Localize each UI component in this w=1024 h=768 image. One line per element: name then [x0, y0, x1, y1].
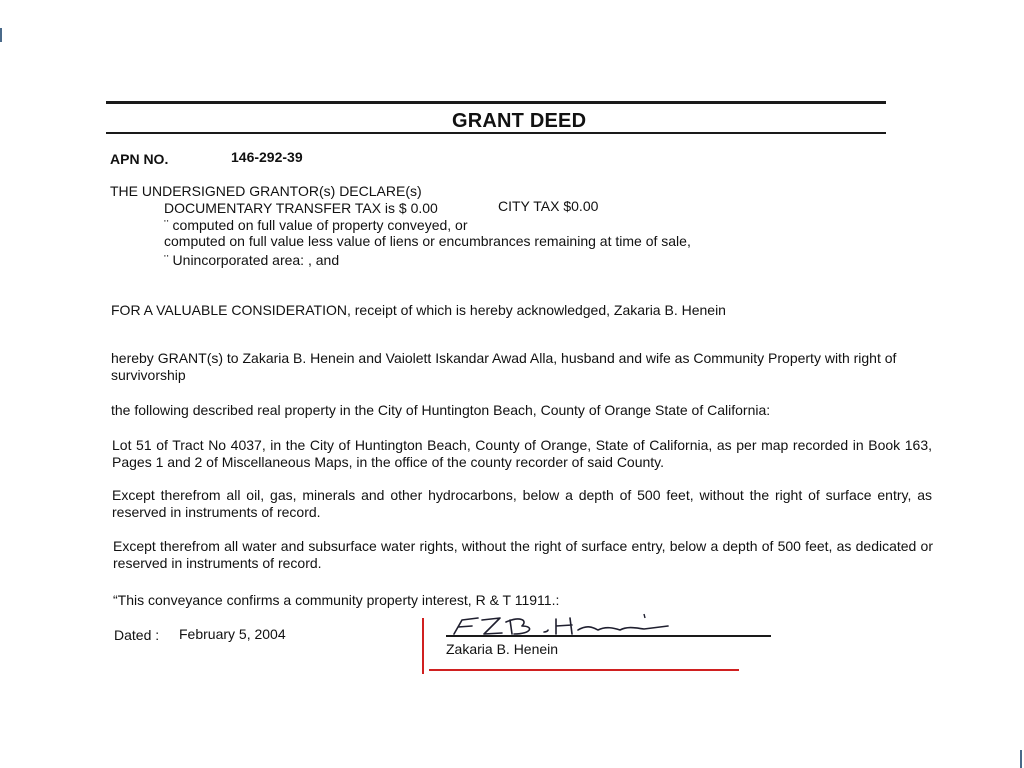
- scan-speck: [1020, 750, 1022, 768]
- transfer-tax-line: DOCUMENTARY TRANSFER TAX is $ 0.00: [164, 200, 438, 216]
- signature-line: [446, 635, 771, 637]
- document-title: GRANT DEED: [452, 110, 587, 132]
- tax-option-full-value: ¨ computed on full value of property conveyed, or: [164, 217, 468, 233]
- tax-option-unincorporated: ¨ Unincorporated area: , and: [164, 252, 340, 268]
- title-underline-rule: [106, 132, 886, 134]
- grant-clause: hereby GRANT(s) to Zakaria B. Henein and Vaiolett Iskandar Awad Alla, husband and wife as Community Property with right of survivorship: [111, 350, 897, 383]
- exception-oil-gas: Except therefrom all oil, gas, minerals and other hydrocarbons, below a depth of 500 feet, without the right of surface entry, as reserved in instruments of record.: [112, 487, 932, 520]
- property-intro: the following described real property in the City of Huntington Beach, County of Orange State of California:: [111, 402, 771, 418]
- signature-box-bottom-edge: [429, 669, 739, 671]
- legal-description: Lot 51 of Tract No 4037, in the City of Huntington Beach, County of Orange, State of California, as per map recorded in Book 163, Pages 1 and 2 of Miscellaneous Maps, in the office of the county recorder of said County.: [112, 437, 932, 470]
- exception-water-rights: Except therefrom all water and subsurface water rights, without the right of surface entry, below a depth of 500 feet, as dedicated or reserved in instruments of record.: [113, 538, 933, 571]
- conveyance-note: “This conveyance confirms a community property interest, R & T 11911.:: [113, 592, 560, 608]
- dated-value: February 5, 2004: [179, 626, 286, 642]
- dated-label: Dated :: [114, 627, 160, 643]
- consideration-clause: FOR A VALUABLE CONSIDERATION, receipt of which is hereby acknowledged, Zakaria B. Henein: [111, 302, 726, 318]
- apn-value: 146-292-39: [231, 149, 303, 165]
- top-rule: [106, 101, 886, 104]
- signature-box-left-edge: [422, 618, 424, 674]
- apn-label: APN NO.: [110, 151, 169, 167]
- declaration-heading: THE UNDERSIGNED GRANTOR(s) DECLARE(s): [110, 183, 422, 199]
- tax-option-less-liens: computed on full value less value of liens or encumbrances remaining at time of sale,: [164, 233, 691, 249]
- scan-speck: [0, 28, 2, 42]
- signer-name: Zakaria B. Henein: [446, 641, 559, 657]
- city-tax-line: CITY TAX $0.00: [498, 198, 599, 214]
